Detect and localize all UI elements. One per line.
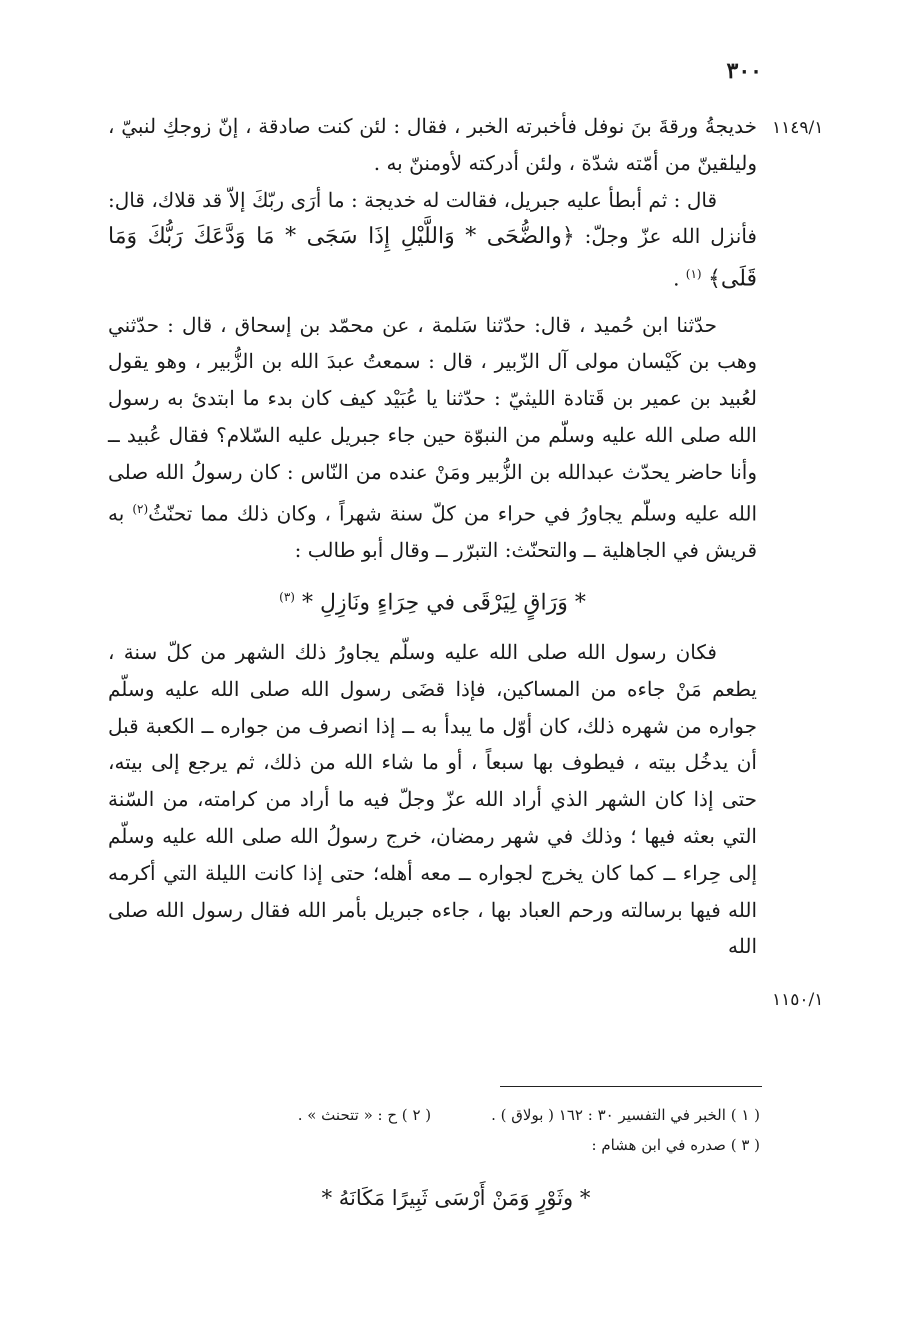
paragraph-3-text: حدّثنا ابن حُميد ، قال: حدّثنا سَلمة ، عن محمّد بن إسحاق ، قال : حدّثني وهب بن كَيْسان مولى آل الزّبير ، قال : سمعتُ عبدَ الله بن الزُّبير ، وهو يقول لعُبيد بن عمير بن قَتادة الليثيّ : حدّثنا يا عُبَيْد كيف كان بدء ما ابتدئ به رسول الله صلى الله عليه وسلّم من النبوّة حين جاء جبريل عليه السّلام؟ فقال عُبيد ــ وأنا حاضر يحدّث عبدالله بن الزُّبير ومَنْ عنده من النّاس : كان رسولُ الله صلى الله عليه وسلّم يجاورُ في حراء من كلّ سنة شهراً ، وكان ذلك مما تحنّثُ (108, 312, 758, 526)
footnote-2: ( ٢ ) ح : « تتحنث » . (297, 1106, 432, 1124)
poetry-verse (108, 579, 757, 622)
footnotes (108, 1100, 760, 1160)
footnote-1: ( ١ ) الخبر في التفسير ٣٠ : ١٦٢ ( بولاق ) . (491, 1106, 760, 1124)
side-marker-2: ١١٥٠/١ (772, 990, 824, 1010)
paragraph-2-text: قال : ثم أبطأ عليه جبريل، فقالت له خديجة : ما أرَى ربّكَ إلاّ قد قلاك، قال: فأنزل الله عزّ وجلّ: (108, 187, 757, 249)
paragraph-4-text-1: فكان رسول الله صلى الله عليه وسلّم يجاورُ ذلك الشهر من كلّ سنة ، يطعم مَنْ جاءه من المساكين، فإذا قضَى رسول الله صلى الله عليه وسلّم جواره من شهره ذلك، كان أوّل ما يبدأ به ــ إذا انصرف من جواره ــ الكعبة قبل أن يدخُل بيته ، فيطوف بها سبعاً ، أو ما شاء الله من ذلك، ثم يرجع إلى بيته، حتى إذا كان الشهر الذي أراد الله عزّ وجلّ فيه ما أراد من كرامته، من السّنة التي بعثه فيها ؛ وذلك في شهر رمضان، خرج رسولُ الله صلى الله عليه وسلّم إلى حِراء ــ (108, 640, 757, 885)
footnote-divider (500, 1086, 762, 1087)
paragraph-4-text-2: كما كان يخرج لجواره ــ معه أهله؛ حتى إذا كانت الليلة التي أكرمه الله فيها برسالته ورحم العباد بها ، جاءه جبريل بأمر الله فقال رسول الله صلى الله (108, 860, 757, 959)
page-number: ٣٠٠ (726, 58, 762, 84)
paragraph-2-end: . (673, 266, 680, 291)
paragraph-3 (108, 307, 757, 569)
paragraph-4 (108, 634, 757, 965)
side-marker-1: ١١٤٩/١ (772, 118, 824, 138)
footnote-ref-1: (١) (685, 267, 702, 282)
paragraph-1: خديجةُ ورقةَ بنَ نوفل فأخبرته الخبر ، فقال : لئن كنت صادقة ، إنّ زوجكِ لنبيّ ، وليلقينّ من أمّته شدّة ، ولئن أدركته لأومننّ به . (108, 114, 757, 175)
quran-quote: ﴿والضُّحَى * وَاللَّيْلِ إِذَا سَجَى * مَا وَدَّعَكَ رَبُّكَ وَمَا قَلَى﴾ (108, 224, 757, 292)
footnote-3: ( ٣ ) صدره في ابن هشام : (591, 1136, 760, 1154)
paragraph-3-end: به قريش في الجاهلية ــ والتحنّث: التبرّر ــ وقال أبو طالب : (108, 501, 757, 563)
footnote-row-1 (108, 1100, 760, 1130)
main-text (108, 108, 757, 965)
paragraph-2 (108, 182, 757, 299)
footnote-ref-2: (٢) (132, 501, 149, 516)
poetry-verse-text: * وَرَاقٍ لِيَرْقَى في حِرَاءٍ ونَازِلِ * (301, 590, 586, 616)
footnote-row-2 (108, 1130, 760, 1160)
footnote-ref-3: (٣) (279, 589, 295, 604)
footnote-verse: * وثَوْرٍ وَمَنْ أَرْسَى ثَبِيرًا مَكَانَهُ * (321, 1186, 591, 1210)
